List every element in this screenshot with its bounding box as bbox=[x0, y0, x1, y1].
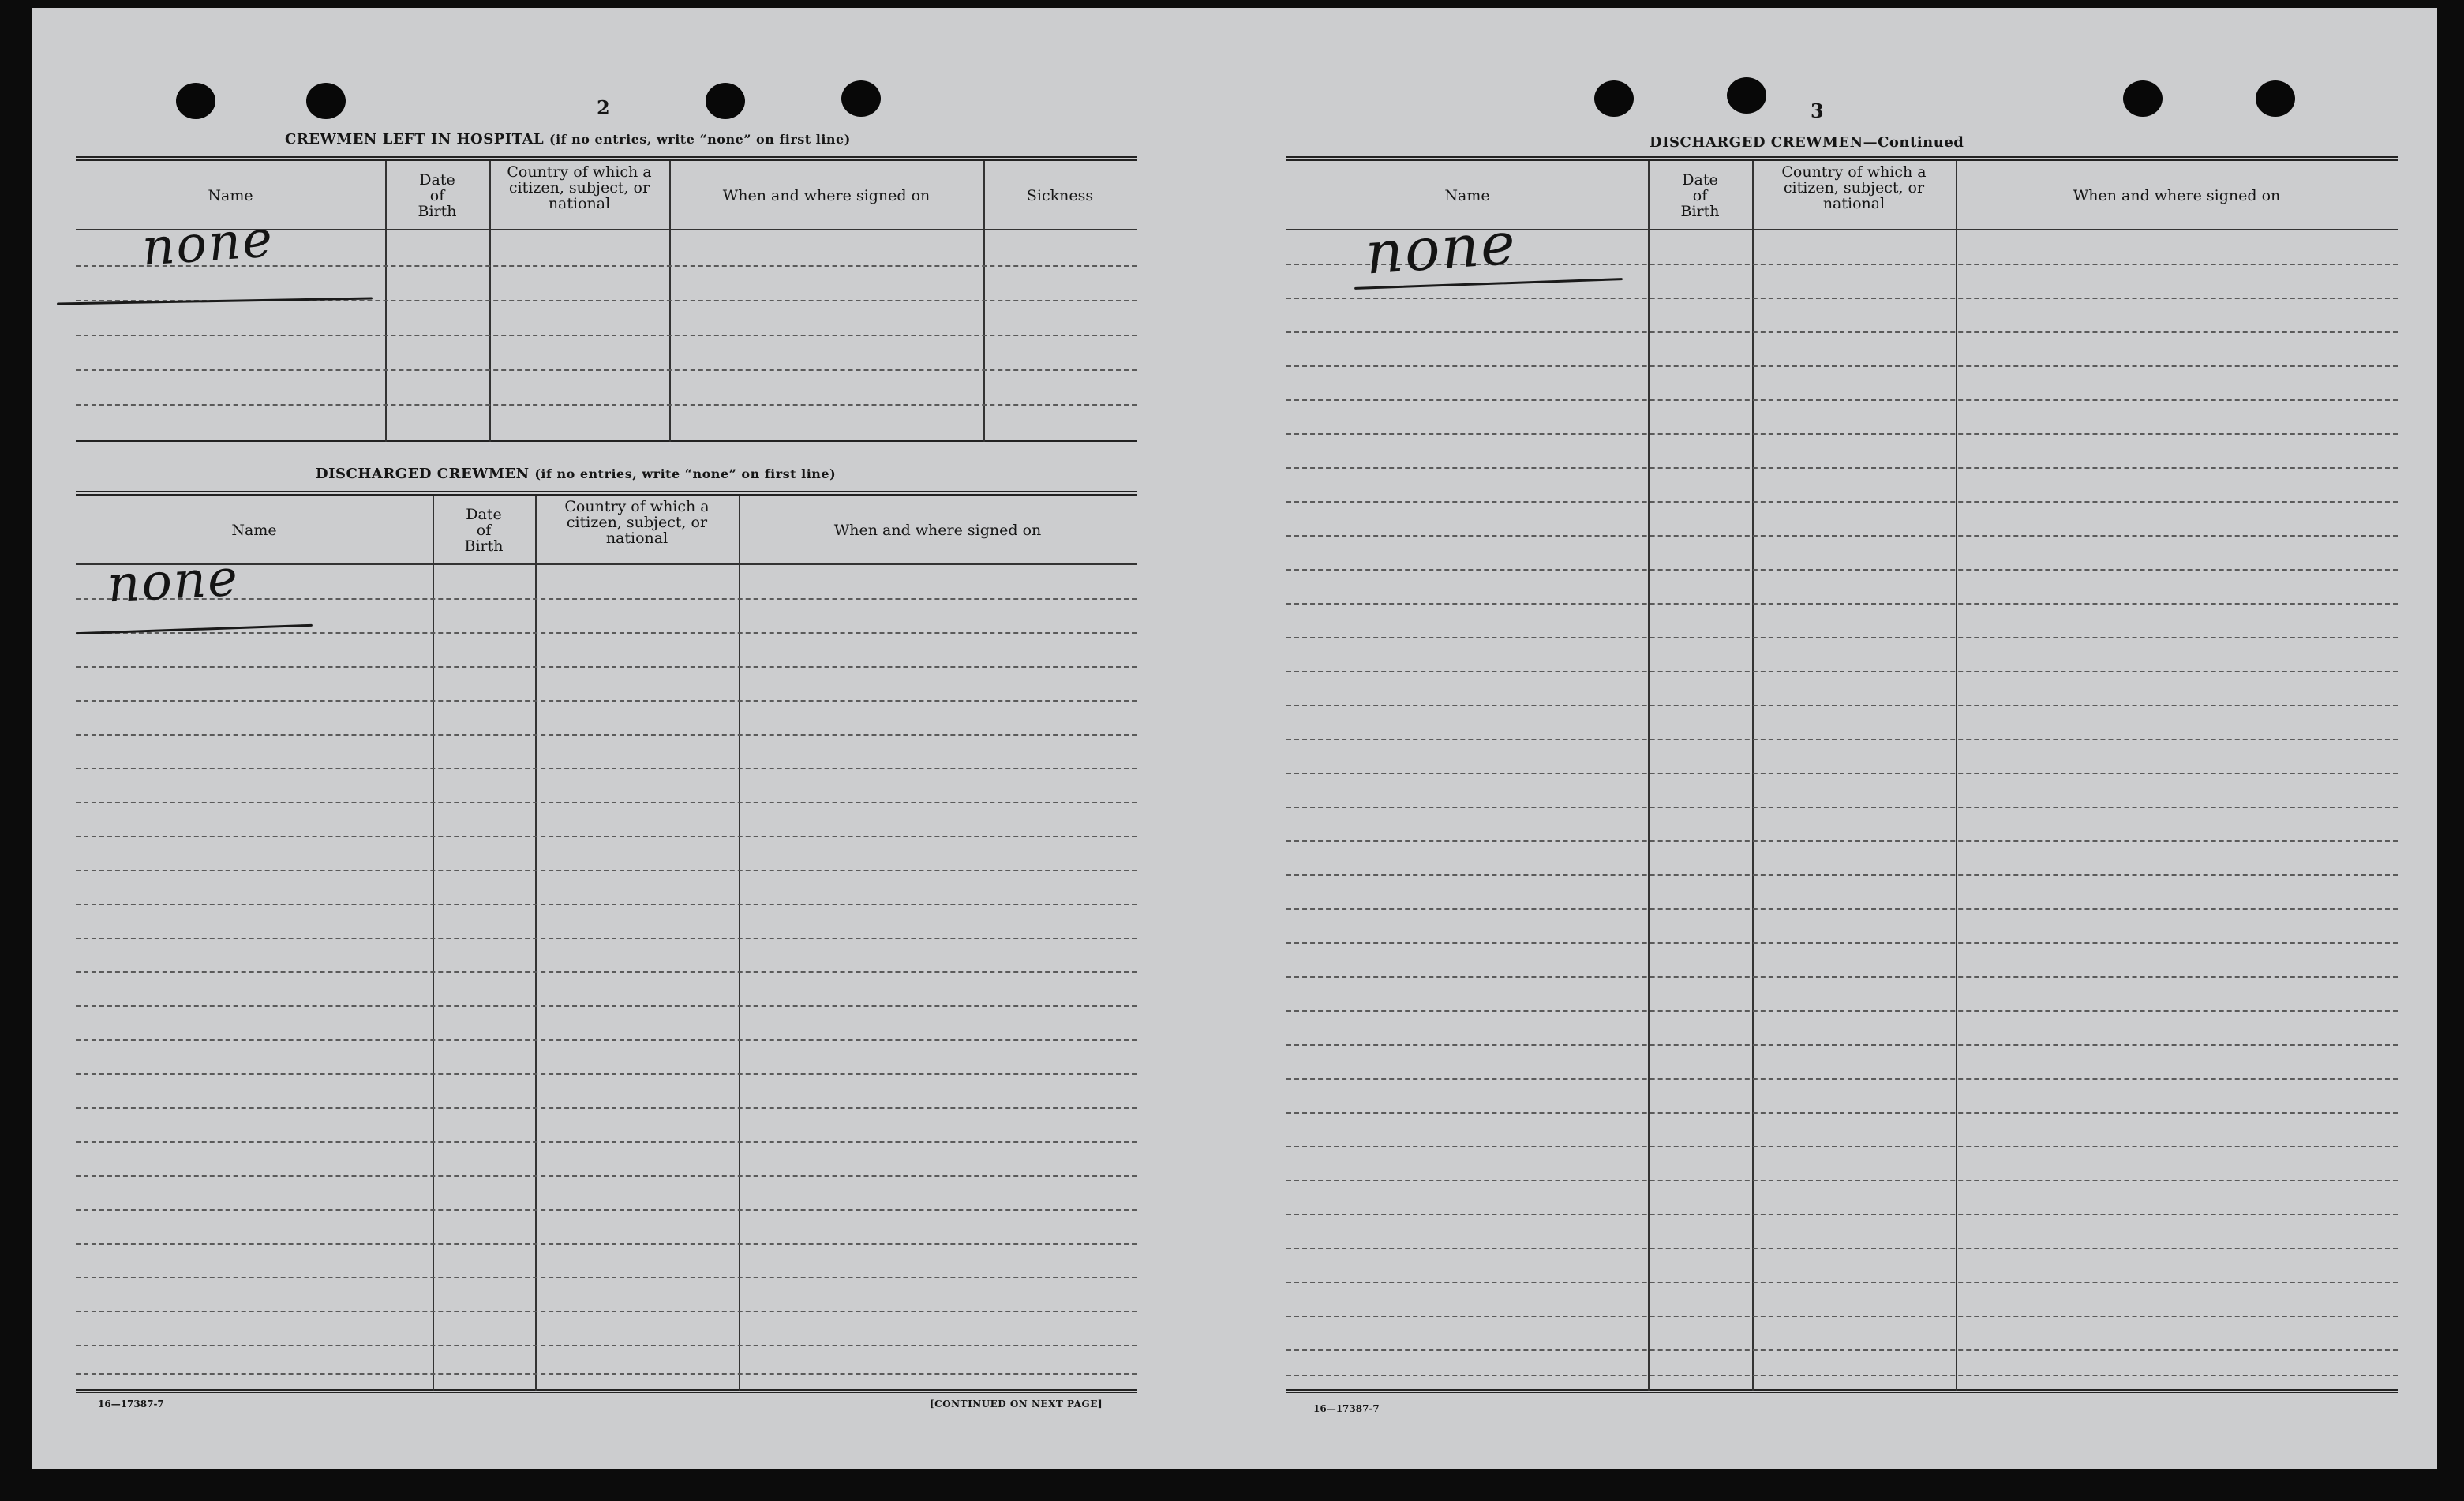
table-top-rule bbox=[76, 156, 1137, 161]
hospital-handwritten-entry: none bbox=[140, 210, 276, 278]
row-line bbox=[1286, 1146, 2398, 1147]
punch-hole bbox=[1727, 77, 1766, 114]
column-divider bbox=[1648, 161, 1650, 1391]
row-line bbox=[1286, 467, 2398, 469]
header-signed-on: When and where signed on bbox=[2073, 187, 2281, 204]
row-line bbox=[1286, 637, 2398, 638]
row-line bbox=[1286, 874, 2398, 876]
table-bottom-rule bbox=[76, 1389, 1137, 1393]
punch-hole bbox=[306, 83, 346, 119]
row-line bbox=[76, 369, 1137, 371]
row-line bbox=[76, 938, 1137, 939]
row-line bbox=[1286, 569, 2398, 571]
hospital-section-title bbox=[285, 131, 851, 148]
column-divider bbox=[1752, 161, 1754, 1391]
row-line bbox=[76, 1039, 1137, 1041]
header-sickness: Sickness bbox=[1026, 187, 1094, 204]
punch-hole bbox=[1594, 80, 1634, 117]
row-line bbox=[76, 971, 1137, 973]
punch-hole bbox=[2123, 80, 2163, 117]
left-page-number: 2 bbox=[597, 96, 610, 119]
row-line bbox=[1286, 501, 2398, 503]
row-line bbox=[76, 1311, 1137, 1312]
row-line bbox=[76, 335, 1137, 336]
row-line bbox=[1286, 433, 2398, 435]
row-line bbox=[76, 1345, 1137, 1346]
row-line bbox=[1286, 1078, 2398, 1080]
row-line bbox=[76, 700, 1137, 702]
row-line bbox=[76, 1209, 1137, 1211]
discharged-section-title bbox=[316, 466, 836, 482]
column-divider bbox=[535, 496, 537, 1391]
row-line bbox=[1286, 807, 2398, 808]
row-line bbox=[1286, 773, 2398, 774]
row-line bbox=[1286, 840, 2398, 842]
right-section-title: DISCHARGED CREWMEN—Continued bbox=[1650, 134, 1964, 151]
table-bottom-rule bbox=[76, 440, 1137, 444]
header-name: Name bbox=[231, 522, 277, 539]
discharged-title-text: DISCHARGED CREWMEN bbox=[316, 466, 530, 482]
row-line bbox=[1286, 365, 2398, 367]
row-line bbox=[76, 904, 1137, 905]
row-line bbox=[76, 1073, 1137, 1075]
continued-note: [CONTINUED ON NEXT PAGE] bbox=[930, 1398, 1103, 1409]
table-bottom-rule bbox=[1286, 1389, 2398, 1393]
row-line bbox=[1286, 1375, 2398, 1376]
header-country: Country of which a citizen, subject, or national bbox=[564, 498, 710, 547]
hospital-table bbox=[76, 156, 1137, 448]
row-line bbox=[76, 734, 1137, 736]
row-line bbox=[1286, 1010, 2398, 1012]
row-line bbox=[76, 1243, 1137, 1245]
row-line bbox=[1286, 1248, 2398, 1249]
column-divider bbox=[739, 496, 740, 1391]
row-line bbox=[76, 1373, 1137, 1375]
header-date-of-birth: Date of Birth bbox=[464, 506, 504, 555]
right-form-code: 16—17387-7 bbox=[1313, 1403, 1380, 1414]
row-line bbox=[1286, 942, 2398, 944]
row-line bbox=[1286, 739, 2398, 740]
row-line bbox=[1286, 705, 2398, 706]
column-divider bbox=[433, 496, 434, 1391]
row-line bbox=[76, 768, 1137, 769]
row-line bbox=[1286, 1282, 2398, 1283]
header-name: Name bbox=[208, 187, 253, 204]
row-line bbox=[76, 1175, 1137, 1177]
row-line bbox=[76, 836, 1137, 837]
right-page-number: 3 bbox=[1811, 99, 1824, 122]
row-line bbox=[76, 1141, 1137, 1143]
row-line bbox=[76, 404, 1137, 406]
punch-hole bbox=[841, 80, 881, 117]
row-line bbox=[1286, 535, 2398, 537]
row-line bbox=[1286, 671, 2398, 672]
manifest-sheet bbox=[32, 8, 2437, 1469]
hospital-title-text: CREWMEN LEFT IN HOSPITAL bbox=[285, 131, 545, 148]
row-line bbox=[1286, 1180, 2398, 1181]
column-divider bbox=[1956, 161, 1957, 1391]
row-line bbox=[1286, 331, 2398, 333]
row-line bbox=[76, 666, 1137, 668]
header-date-of-birth: Date of Birth bbox=[418, 171, 457, 220]
row-line bbox=[1286, 908, 2398, 910]
hospital-title-note: (if no entries, write “none” on first line) bbox=[549, 132, 851, 147]
row-line bbox=[1286, 1044, 2398, 1046]
row-line bbox=[1286, 1214, 2398, 1215]
right-handwritten-entry: none bbox=[1363, 209, 1519, 288]
row-line bbox=[76, 1277, 1137, 1278]
row-line bbox=[76, 632, 1137, 634]
row-line bbox=[76, 1107, 1137, 1109]
table-top-rule bbox=[76, 491, 1137, 496]
header-country: Country of which a citizen, subject, or national bbox=[1781, 163, 1927, 212]
discharged-title-note: (if no entries, write “none” on first line) bbox=[534, 466, 837, 481]
punch-hole bbox=[2256, 80, 2295, 117]
header-country: Country of which a citizen, subject, or national bbox=[507, 163, 652, 212]
header-name: Name bbox=[1444, 187, 1490, 204]
row-line bbox=[76, 1005, 1137, 1007]
header-signed-on: When and where signed on bbox=[722, 187, 931, 204]
discharged-continued-table bbox=[1286, 156, 2398, 1397]
table-top-rule bbox=[1286, 156, 2398, 161]
row-line bbox=[1286, 1316, 2398, 1317]
discharged-handwritten-entry: none bbox=[106, 548, 241, 615]
punch-hole bbox=[176, 83, 215, 119]
row-line bbox=[76, 802, 1137, 803]
row-line bbox=[1286, 399, 2398, 401]
header-date-of-birth: Date of Birth bbox=[1680, 171, 1720, 220]
header-signed-on: When and where signed on bbox=[833, 522, 1042, 539]
row-line bbox=[1286, 1112, 2398, 1114]
row-line bbox=[1286, 603, 2398, 605]
left-form-code: 16—17387-7 bbox=[98, 1398, 164, 1409]
row-line bbox=[1286, 298, 2398, 299]
row-line bbox=[1286, 976, 2398, 978]
row-line bbox=[76, 870, 1137, 871]
punch-hole bbox=[706, 83, 745, 119]
row-line bbox=[1286, 1349, 2398, 1351]
